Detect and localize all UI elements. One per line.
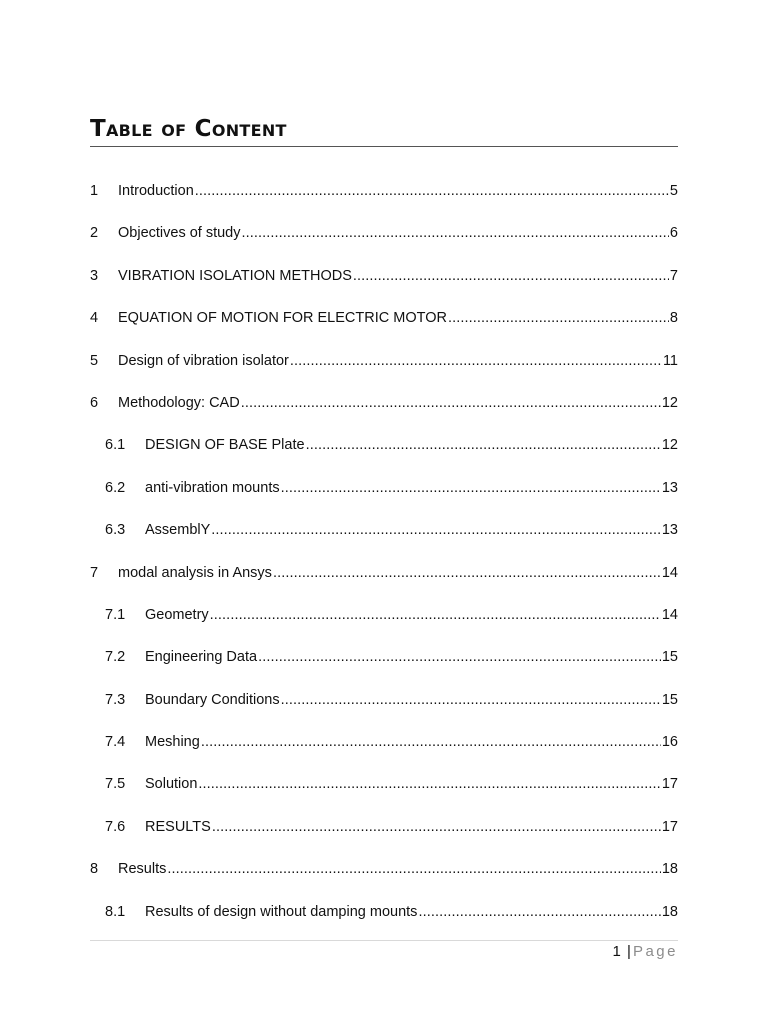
toc-leader-dots — [242, 218, 669, 248]
toc-entry-page: 17 — [661, 776, 678, 793]
toc-entry-page: 5 — [669, 183, 678, 199]
toc-entry-label: Introduction — [118, 183, 194, 199]
toc-leader-dots — [290, 346, 662, 376]
toc-entry-label: Solution — [145, 776, 198, 793]
toc-entry-label: modal analysis in Ansys — [118, 564, 272, 581]
toc-entry-number: 7.6 — [105, 818, 126, 835]
toc-entry-page: 11 — [662, 352, 678, 369]
toc-entry-page: 14 — [661, 606, 678, 623]
toc-entry-number: 6.1 — [105, 437, 126, 454]
toc-leader-dots — [281, 473, 661, 503]
toc-entry-label: Design of vibration isolator — [118, 352, 289, 369]
toc-entry-number: 6.3 — [105, 522, 126, 539]
toc-leader-dots — [198, 769, 660, 799]
toc-entry-page: 8 — [669, 310, 678, 327]
toc-entry-number: 1 — [90, 183, 99, 199]
toc-entry-label: Engineering Data — [145, 649, 258, 666]
toc-entry[interactable] — [90, 897, 678, 939]
toc-leader-dots — [201, 727, 661, 757]
toc-entry[interactable] — [90, 388, 678, 430]
toc-entry-label: DESIGN OF BASE Plate — [145, 437, 305, 454]
toc-entry-number: 6.2 — [105, 479, 126, 496]
toc-entry[interactable] — [90, 218, 678, 260]
toc-entry-page: 18 — [661, 861, 678, 878]
toc-entry-number: 2 — [90, 225, 99, 242]
toc-entry[interactable] — [90, 854, 678, 896]
toc-entry[interactable] — [90, 727, 678, 769]
toc-entry-label: Boundary Conditions — [145, 691, 280, 708]
footer-page-number: 1 — [612, 943, 621, 960]
toc-entry-label: VIBRATION ISOLATION METHODS — [118, 267, 352, 284]
toc-leader-dots — [418, 897, 660, 927]
toc-entry-number: 5 — [90, 352, 99, 369]
toc-entry-page: 13 — [661, 479, 678, 496]
toc-entry[interactable] — [90, 473, 678, 515]
toc-entry-label: RESULTS — [145, 818, 211, 835]
toc-entry-page: 13 — [661, 522, 678, 539]
toc-entry-page: 15 — [661, 691, 678, 708]
toc-entry-page: 18 — [661, 903, 678, 920]
toc-entry-label: EQUATION OF MOTION FOR ELECTRIC MOTOR — [118, 310, 447, 327]
toc-leader-dots — [273, 558, 661, 588]
toc-entry[interactable] — [90, 303, 678, 345]
toc-entry[interactable] — [90, 430, 678, 472]
toc-entry[interactable] — [90, 176, 678, 218]
toc-leader-dots — [306, 430, 661, 460]
toc-entry[interactable] — [90, 261, 678, 303]
toc-entry-number: 4 — [90, 310, 99, 327]
footer-page-word: Page — [632, 943, 678, 960]
toc-entry-page: 7 — [669, 267, 678, 284]
toc-leader-dots — [210, 600, 661, 630]
toc-entry-label: anti-vibration mounts — [145, 479, 280, 496]
toc-entry-number: 7.3 — [105, 691, 126, 708]
toc-entry[interactable] — [90, 515, 678, 557]
toc-leader-dots — [448, 303, 669, 333]
toc-leader-dots — [353, 261, 669, 291]
toc-entry[interactable] — [90, 346, 678, 388]
footer-separator: | — [627, 943, 631, 960]
toc-entry-number: 6 — [90, 394, 99, 411]
toc-title: Table of Content — [90, 114, 678, 147]
toc-entry-number: 7.1 — [105, 606, 126, 623]
toc-entry[interactable] — [90, 769, 678, 811]
toc-leader-dots — [211, 515, 661, 545]
toc-entry-page: 17 — [661, 818, 678, 835]
toc-leader-dots — [281, 685, 661, 715]
toc-entry[interactable] — [90, 685, 678, 727]
toc-entry[interactable] — [90, 642, 678, 684]
toc-leader-dots — [241, 388, 661, 418]
toc-entry-number: 8 — [90, 861, 99, 878]
toc-entry-label: Meshing — [145, 734, 200, 751]
toc-entry-label: Results of design without damping mounts — [145, 903, 418, 920]
toc-leader-dots — [212, 812, 661, 842]
toc-entry-label: Geometry — [145, 606, 209, 623]
toc-entry-number: 7.4 — [105, 734, 126, 751]
toc-entry-page: 16 — [661, 734, 678, 751]
toc-entry-number: 7.5 — [105, 776, 126, 793]
toc-entry-label: Methodology: CAD — [118, 394, 240, 411]
toc-entry-page: 12 — [661, 394, 678, 411]
toc-entry-label: Objectives of study — [118, 225, 241, 242]
toc-entry-number: 7 — [90, 564, 99, 581]
toc-entry[interactable] — [90, 558, 678, 600]
toc-entry[interactable] — [90, 600, 678, 642]
toc-entry-page: 6 — [669, 225, 678, 242]
toc-leader-dots — [258, 642, 661, 672]
toc-entry-label: AssemblY — [145, 522, 211, 539]
toc-list — [90, 176, 678, 939]
page-footer — [90, 940, 678, 963]
toc-entry-page: 15 — [661, 649, 678, 666]
toc-entry-page: 12 — [661, 437, 678, 454]
toc-entry-label: Results — [118, 861, 167, 878]
toc-entry-page: 14 — [661, 564, 678, 581]
toc-entry-number: 7.2 — [105, 649, 126, 666]
toc-entry-number: 3 — [90, 267, 99, 284]
toc-entry-number: 8.1 — [105, 903, 126, 920]
toc-entry[interactable] — [90, 812, 678, 854]
toc-leader-dots — [195, 176, 669, 206]
toc-leader-dots — [167, 854, 661, 884]
